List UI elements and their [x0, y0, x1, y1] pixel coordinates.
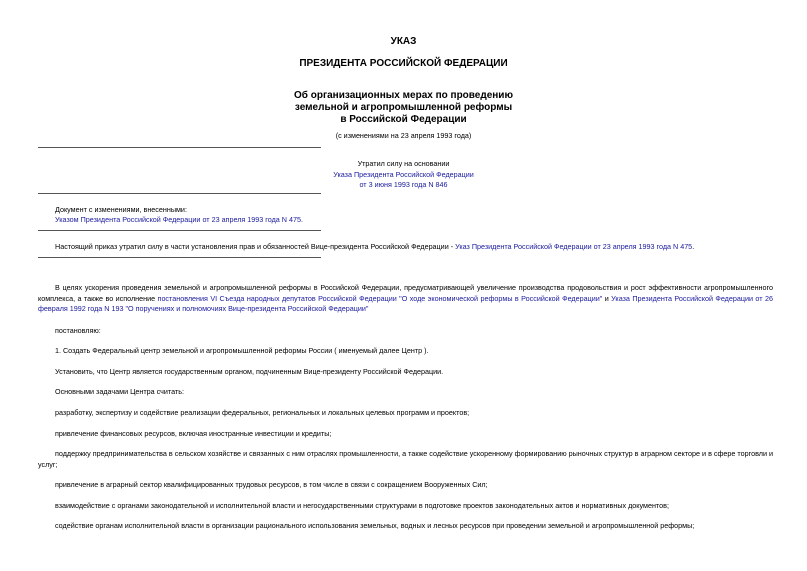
- document-issuer-title: ПРЕЗИДЕНТА РОССИЙСКОЙ ФЕДЕРАЦИИ: [299, 58, 508, 69]
- preamble-and: и: [602, 293, 612, 303]
- decree-193-link[interactable]: Указа Президента Российской Федерации от 26 февраля 1992 года N 193 "О поручениях и полномочиях Вице-президента Российской Федерации": [38, 293, 773, 313]
- task-entrepreneurship: поддержку предпринимательства в сельском хозяйстве и связанных с ним отраслях промышленности, а также содействие ускоренному формированию рыночных структур в аграрном секторе и в сфере торговли и услуг;: [38, 449, 773, 469]
- task-programs: разработку, экспертизу и содействие реализации федеральных, региональных и локальных целевых программ и проектов;: [55, 408, 470, 417]
- changes-decree-link[interactable]: Указом Президента Российской Федерации от 23 апреля 1993 года N 475.: [55, 215, 303, 224]
- item-1-subordination: Установить, что Центр является государственным органом, подчиненным Вице-президенту Российской Федерации.: [55, 367, 444, 376]
- divider: [38, 147, 321, 148]
- heading-line: в Российской Федерации: [340, 114, 467, 125]
- changes-block: [55, 205, 303, 225]
- notice-text: Настоящий приказ утратил силу в части установления прав и обязанностей Вице-президента Российской Федерации -: [55, 242, 456, 251]
- lost-force-text: Утратил силу на основании: [357, 159, 450, 168]
- divider: [38, 257, 321, 258]
- lost-force-decree-link[interactable]: Указа Президента Российской Федерации: [333, 169, 474, 179]
- lost-force-block: [0, 159, 807, 191]
- task-finance: привлечение финансовых ресурсов, включая иностранные инвестиции и кредиты;: [55, 429, 332, 438]
- congress-resolution-link[interactable]: постановления VI Съезда народных депутатов Российской Федерации "О ходе экономической реформы в Российской Федерации": [157, 293, 603, 303]
- tasks-intro: Основными задачами Центра считать:: [55, 387, 185, 396]
- lost-force-date-link[interactable]: от 3 июня 1993 года N 846: [359, 180, 448, 189]
- document-heading: [0, 90, 807, 126]
- item-1: 1. Создать Федеральный центр земельной и агропромышленной реформы России ( именуемый далее Центр ).: [55, 346, 429, 355]
- divider: [38, 230, 321, 231]
- document-type-title: УКАЗ: [390, 36, 417, 47]
- heading-line: Об организационных мерах по проведению: [294, 90, 513, 101]
- changes-label: Документ с изменениями, внесенными:: [55, 205, 187, 214]
- notice-end: .: [692, 242, 695, 251]
- preamble-text: В целях ускорения проведения земельной и агропромышленной реформы в Российской Федерации, предусматривающей увеличение производства продовольствия и рост эффективности агропромышленного комплекса, а также во исполнение: [38, 283, 773, 303]
- preamble-paragraph: [38, 283, 773, 315]
- notice: [55, 242, 694, 252]
- notice-decree-link[interactable]: Указ Президента Российской Федерации от 23 апреля 1993 года N 475: [455, 242, 693, 251]
- task-labour: привлечение в аграрный сектор квалифицированных трудовых ресурсов, в том числе в связи с сокращением Вооруженных Сил;: [55, 480, 488, 489]
- task-legislation: взаимодействие с органами законодательной и исполнительной власти и негосударственными структурами в подготовке проектов законодательных актов и нормативных документов;: [55, 501, 669, 510]
- task-resources: содействие органам исполнительной власти в организации рационального использования земельных, водных и лесных ресурсов при проведении земельной и агропромышленной реформы;: [55, 521, 695, 530]
- heading-line: земельной и агропромышленной реформы: [294, 102, 513, 113]
- resolve-text: постановляю:: [55, 326, 101, 335]
- divider: [38, 193, 321, 194]
- amendment-note: (с изменениями на 23 апреля 1993 года): [335, 131, 472, 140]
